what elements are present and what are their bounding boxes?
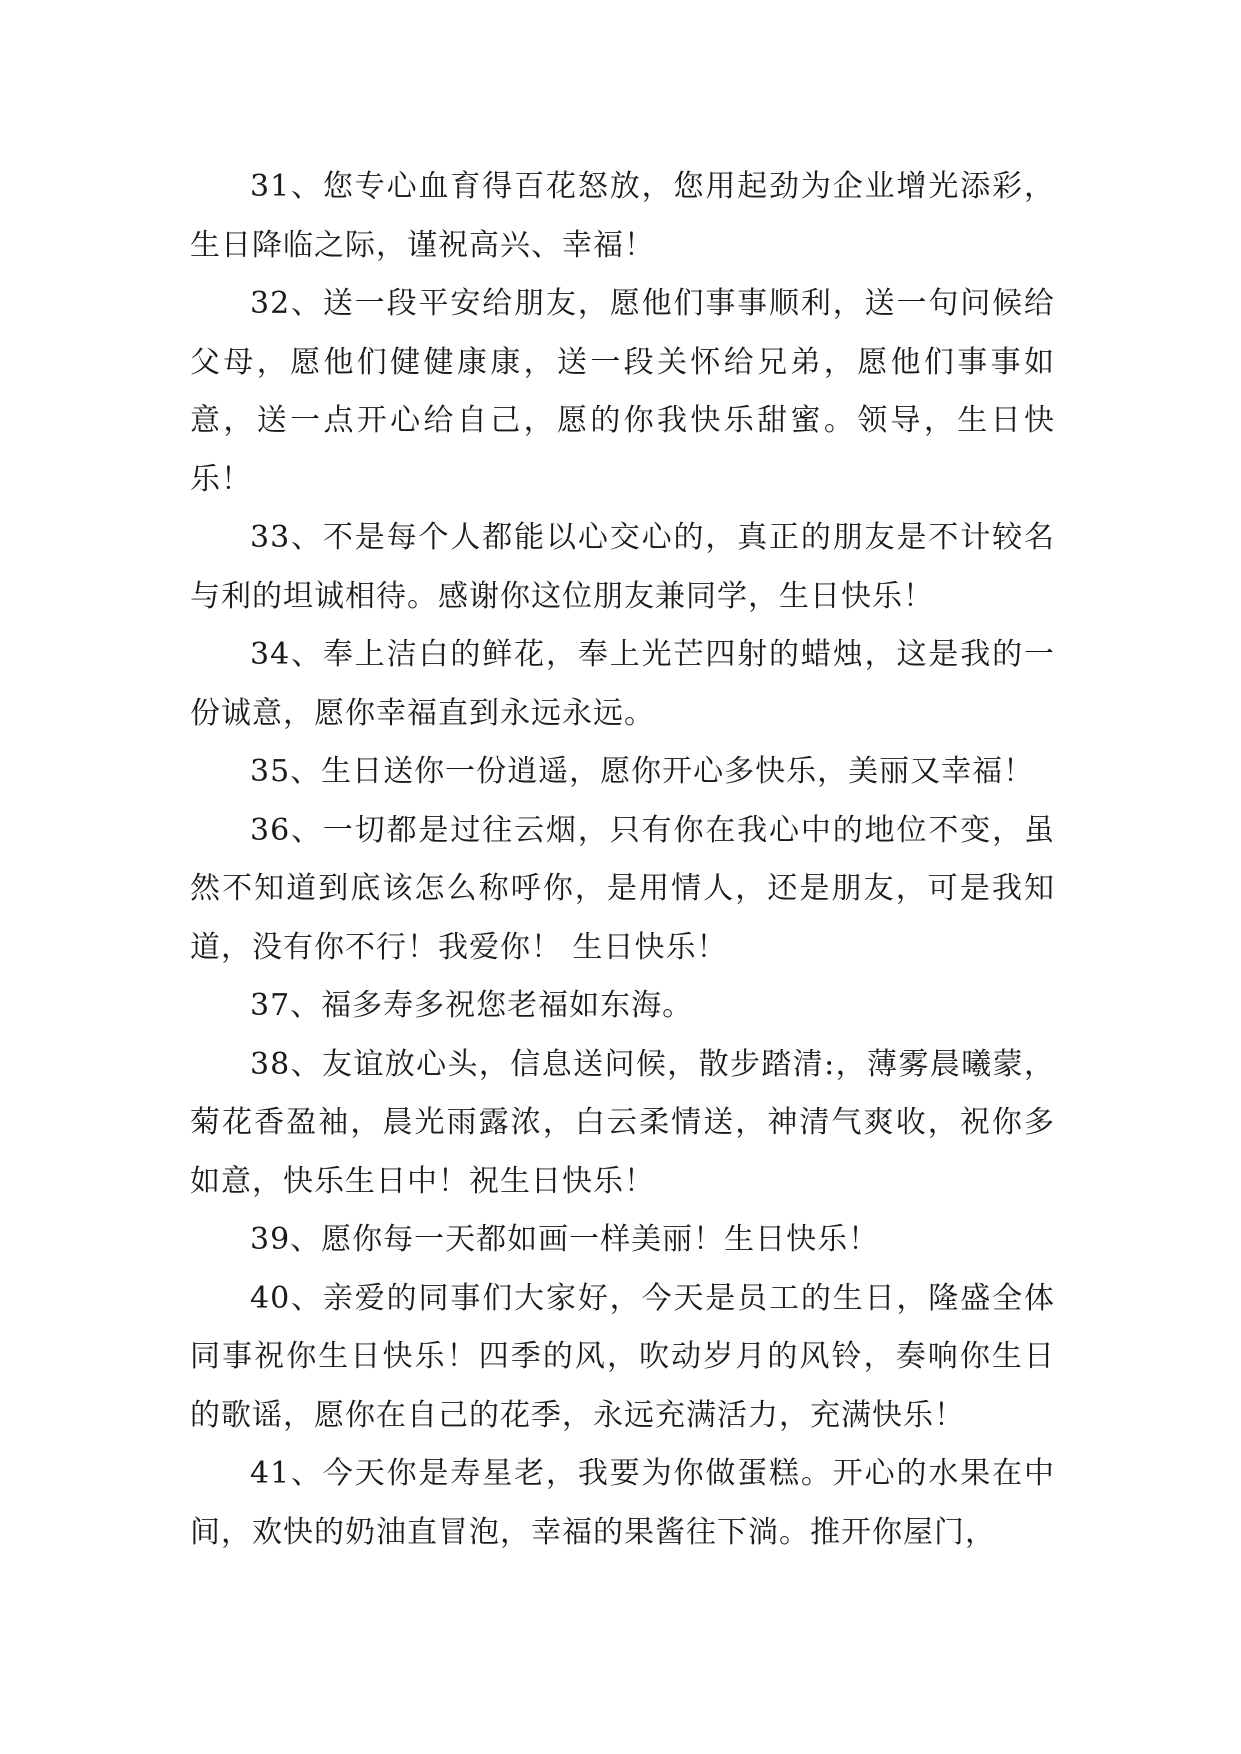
- paragraph-31: 31、您专心血育得百花怒放，您用起劲为企业增光添彩，生日降临之际，谨祝高兴、幸福！: [190, 169, 1055, 263]
- paragraph-34: 34、奉上洁白的鲜花，奉上光芒四射的蜡烛，这是我的一份诚意，愿你幸福直到永远永远。: [190, 637, 1055, 731]
- paragraph-33: 33、不是每个人都能以心交心的，真正的朋友是不计较名与利的坦诚相待。感谢你这位朋友兼同学，生日快乐！: [190, 520, 1055, 614]
- paragraph-39: 39、愿你每一天都如画一样美丽！生日快乐！: [250, 1222, 880, 1257]
- paragraph-32: 32、送一段平安给朋友，愿他们事事顺利，送一句问候给父母，愿他们健健康康，送一段关怀给兄弟，愿他们事事如意，送一点开心给自己，愿的你我快乐甜蜜。领导，生日快乐！: [190, 286, 1055, 497]
- paragraph-38: 38、友谊放心头，信息送问候，散步踏清:，薄雾晨曦蒙，菊花香盈袖，晨光雨露浓，白云柔情送，神清气爽收，祝你多如意，快乐生日中！祝生日快乐！: [190, 1046, 1055, 1199]
- paragraph-40: 40、亲爱的同事们大家好，今天是员工的生日，隆盛全体同事祝你生日快乐！四季的风，吹动岁月的风铃，奏响你生日的歌谣，愿你在自己的花季，永远充满活力，充满快乐！: [190, 1280, 1055, 1433]
- paragraph-41: 41、今天你是寿星老，我要为你做蛋糕。开心的水果在中间，欢快的奶油直冒泡，幸福的果酱往下淌。推开你屋门，: [190, 1456, 1055, 1550]
- paragraph-37: 37、福多寿多祝您老福如东海。: [250, 988, 694, 1023]
- paragraph-36: 36、一切都是过往云烟，只有你在我心中的地位不变，虽然不知道到底该怎么称呼你，是用情人，还是朋友，可是我知道，没有你不行！我爱你！ 生日快乐！: [190, 812, 1055, 965]
- paragraph-35: 35、生日送你一份逍遥，愿你开心多快乐，美丽又幸福！: [250, 754, 1035, 789]
- document-body: [190, 158, 1055, 1562]
